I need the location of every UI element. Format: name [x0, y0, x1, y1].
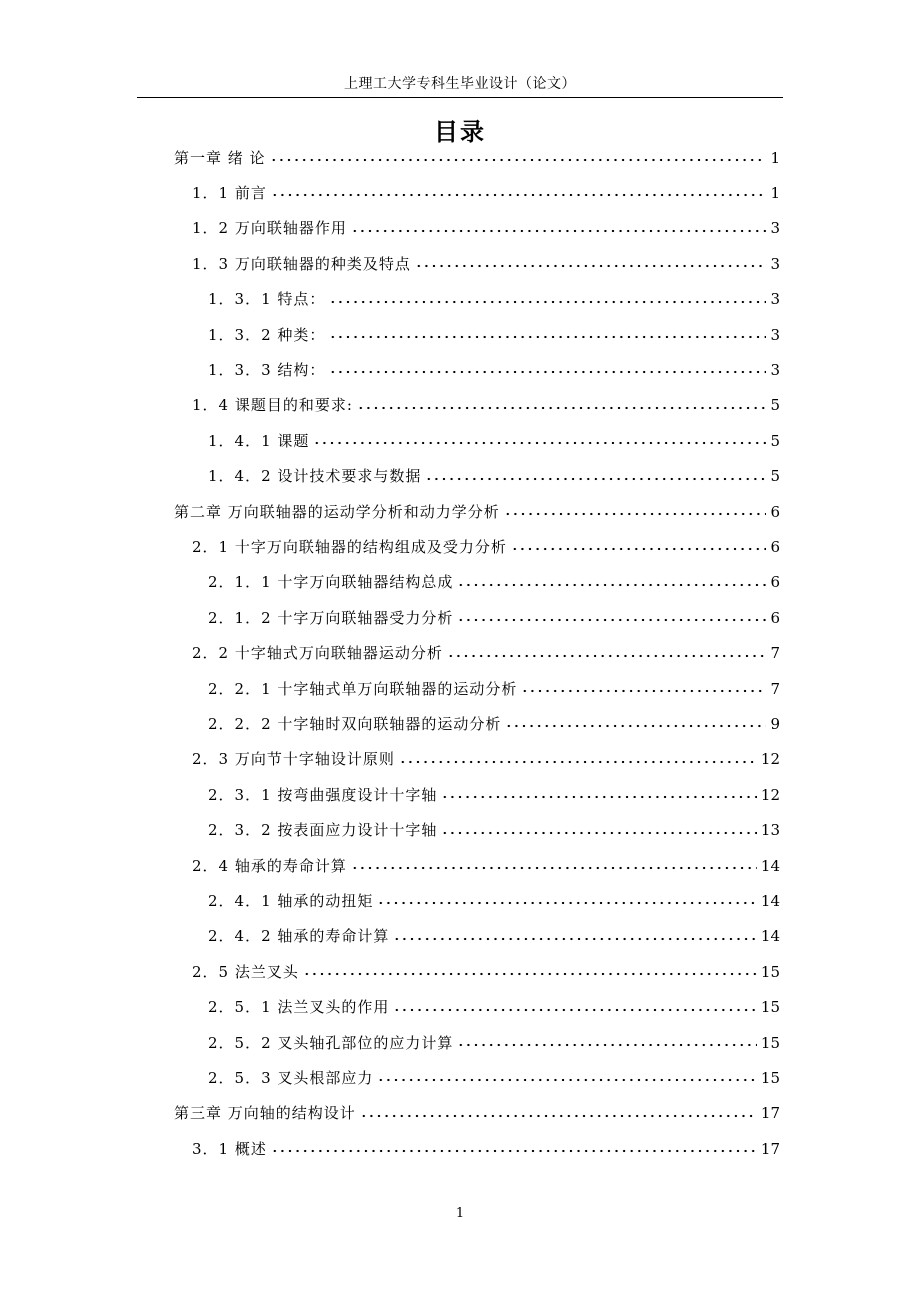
toc-entry[interactable]	[192, 246, 780, 282]
toc-entry[interactable]	[192, 636, 780, 672]
toc-entry-page: 12	[760, 785, 780, 804]
toc-entry[interactable]	[208, 990, 780, 1026]
toc-entry-label: 2．3．1 按弯曲强度设计十字轴	[208, 785, 438, 804]
toc-entry[interactable]	[208, 1060, 780, 1096]
toc-dot-leader	[329, 335, 766, 339]
toc-entry[interactable]	[174, 1096, 780, 1132]
toc-entry-page: 14	[760, 856, 780, 875]
toc-dot-leader	[441, 831, 757, 835]
toc-entry-page: 1	[770, 183, 780, 202]
toc-dot-leader	[329, 300, 766, 304]
toc-entry-label: 2．2．2 十字轴时双向联轴器的运动分析	[208, 714, 502, 733]
toc-entry-page: 9	[770, 714, 780, 733]
toc-entry-label: 1．3 万向联轴器的种类及特点	[192, 254, 411, 273]
toc-entry-label: 2．1．1 十字万向联轴器结构总成	[208, 573, 454, 592]
toc-entry-page: 6	[770, 502, 780, 521]
toc-entry-page: 7	[770, 679, 780, 698]
toc-dot-leader	[521, 689, 766, 693]
toc-dot-leader	[377, 1078, 757, 1082]
toc-entry[interactable]	[192, 211, 780, 247]
toc-dot-leader	[393, 937, 757, 941]
toc-entry-page: 3	[770, 290, 780, 309]
toc-dot-leader	[457, 583, 766, 587]
toc-entry-label: 1．3．3 结构：	[208, 360, 326, 379]
toc-entry-label: 2．5 法兰叉头	[192, 962, 299, 981]
toc-entry-page: 14	[760, 927, 780, 946]
toc-entry-page: 5	[770, 467, 780, 486]
toc-entry-page: 14	[760, 891, 780, 910]
toc-entry-label: 3．1 概述	[192, 1139, 267, 1158]
toc-entry-label: 1．2 万向联轴器作用	[192, 219, 347, 238]
toc-entry-label: 2．2．1 十字轴式单万向联轴器的运动分析	[208, 679, 518, 698]
toc-entry-label: 第二章 万向联轴器的运动学分析和动力学分析	[174, 502, 500, 521]
toc-entry[interactable]	[192, 954, 780, 990]
toc-entry[interactable]	[192, 529, 780, 565]
toc-entry[interactable]	[208, 706, 780, 742]
toc-entry-page: 6	[770, 608, 780, 627]
toc-entry[interactable]	[208, 282, 780, 318]
toc-entry-page: 1	[770, 148, 780, 167]
toc-entry-page: 15	[760, 1033, 780, 1052]
toc-entry-label: 2．5．1 法兰叉头的作用	[208, 998, 390, 1017]
toc-entry-page: 6	[770, 537, 780, 556]
header-rule	[137, 97, 783, 98]
toc-dot-leader	[360, 1114, 757, 1118]
toc-entry[interactable]	[192, 742, 780, 778]
toc-dot-leader	[457, 618, 766, 622]
toc-entry-label: 2．1．2 十字万向联轴器受力分析	[208, 608, 454, 627]
toc-entry-label: 1．3．1 特点：	[208, 290, 326, 309]
toc-entry[interactable]	[208, 352, 780, 388]
toc-dot-leader	[505, 724, 766, 728]
toc-entry-page: 7	[770, 644, 780, 663]
toc-entry-page: 17	[760, 1139, 780, 1158]
toc-entry[interactable]	[208, 671, 780, 707]
toc-dot-leader	[415, 264, 767, 268]
toc-dot-leader	[357, 406, 767, 410]
toc-dot-leader	[447, 654, 767, 658]
toc-entry-page: 13	[760, 821, 780, 840]
toc-entry[interactable]	[208, 565, 780, 601]
toc-dot-leader	[329, 370, 766, 374]
toc-entry-label: 1．3．2 种类：	[208, 325, 326, 344]
toc-entry[interactable]	[174, 494, 780, 530]
toc-dot-leader	[271, 193, 767, 197]
toc-entry[interactable]	[208, 600, 780, 636]
toc-entry-page: 3	[770, 219, 780, 238]
toc-entry-label: 2．2 十字轴式万向联轴器运动分析	[192, 644, 443, 663]
toc-entry[interactable]	[192, 175, 780, 211]
toc-entry-page: 3	[770, 360, 780, 379]
toc-entry-label: 1．4．1 课题	[208, 431, 310, 450]
page-header: 上理工大学专科生毕业设计（论文）	[344, 76, 576, 92]
toc-dot-leader	[425, 477, 766, 481]
toc-entry[interactable]	[192, 388, 780, 424]
toc-dot-leader	[511, 547, 767, 551]
toc-entry-page: 15	[760, 998, 780, 1017]
toc-dot-leader	[271, 1149, 757, 1153]
toc-entry-label: 2．4 轴承的寿命计算	[192, 856, 347, 875]
toc-dot-leader	[303, 972, 757, 976]
toc-entry-label: 2．3 万向节十字轴设计原则	[192, 750, 395, 769]
toc-entry-label: 1．1 前言	[192, 183, 267, 202]
toc-entry-label: 2．1 十字万向联轴器的结构组成及受力分析	[192, 537, 507, 556]
toc-entry[interactable]	[208, 777, 780, 813]
toc-entry[interactable]	[208, 919, 780, 955]
toc-entry[interactable]	[208, 459, 780, 495]
toc-title: 目录	[434, 117, 486, 146]
toc-entry-label: 2．5．2 叉头轴孔部位的应力计算	[208, 1033, 454, 1052]
toc-entry-label: 1．4 课题目的和要求:	[192, 396, 353, 415]
page-number: 1	[455, 1206, 465, 1221]
toc-entry[interactable]	[192, 1131, 780, 1167]
toc-entry-page: 17	[760, 1104, 780, 1123]
toc-entry[interactable]	[192, 848, 780, 884]
toc-dot-leader	[313, 441, 766, 445]
toc-dot-leader	[393, 1008, 757, 1012]
toc-dot-leader	[504, 512, 767, 516]
toc-entry[interactable]	[208, 883, 780, 919]
toc-entry-label: 第一章 绪 论	[174, 148, 266, 167]
toc-entry-page: 6	[770, 573, 780, 592]
toc-entry-page: 15	[760, 1068, 780, 1087]
toc-dot-leader	[457, 1043, 757, 1047]
toc-entry-label: 2．5．3 叉头根部应力	[208, 1068, 374, 1087]
toc-dot-leader	[351, 229, 767, 233]
toc-entry[interactable]	[208, 317, 780, 353]
toc-entry-label: 2．3．2 按表面应力设计十字轴	[208, 821, 438, 840]
toc-entry[interactable]	[208, 813, 780, 849]
toc-entry-page: 3	[770, 325, 780, 344]
toc-entry-label: 1．4．2 设计技术要求与数据	[208, 467, 422, 486]
toc-entry[interactable]	[208, 423, 780, 459]
toc-entry-page: 3	[770, 254, 780, 273]
toc-entry-page: 5	[770, 431, 780, 450]
toc-entry-label: 2．4．1 轴承的动扭矩	[208, 891, 374, 910]
toc-dot-leader	[270, 158, 767, 162]
toc-entry-label: 2．4．2 轴承的寿命计算	[208, 927, 390, 946]
toc-entry-label: 第三章 万向轴的结构设计	[174, 1104, 356, 1123]
toc-entry[interactable]	[174, 140, 780, 176]
toc-dot-leader	[441, 795, 757, 799]
toc-entry-page: 15	[760, 962, 780, 981]
toc-dot-leader	[399, 760, 757, 764]
toc-dot-leader	[377, 901, 757, 905]
toc-entry-page: 12	[760, 750, 780, 769]
toc-dot-leader	[351, 866, 757, 870]
toc-entry[interactable]	[208, 1025, 780, 1061]
toc-entry-page: 5	[770, 396, 780, 415]
